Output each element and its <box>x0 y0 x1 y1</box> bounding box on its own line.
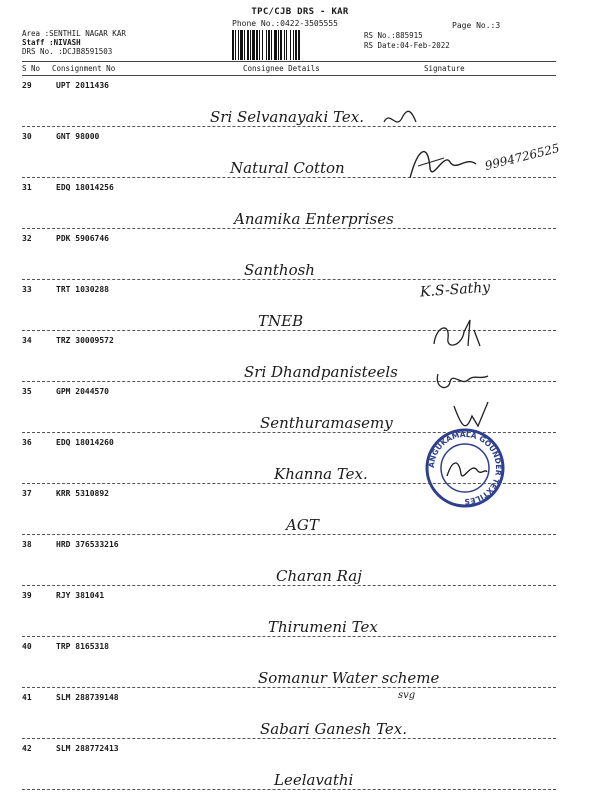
signature-phone: 9994726525 <box>483 140 561 174</box>
row-consignment-no: RJY 381041 <box>56 591 105 600</box>
document-title: TPC/CJB DRS - KAR <box>251 7 349 17</box>
row-divider <box>22 126 556 127</box>
barcode <box>232 30 354 60</box>
row-consignment-no: PDK 5906746 <box>56 234 109 243</box>
row-consignment-no: GPM 2044570 <box>56 387 109 396</box>
page-number: Page No.:3 <box>452 21 501 30</box>
row-consignment-no: EDQ 18014260 <box>56 438 114 447</box>
row-consignment-no: KRR 5310892 <box>56 489 109 498</box>
row-consignment-no: SLM 288739148 <box>56 693 119 702</box>
row-sno: 35 <box>22 387 32 396</box>
drs-number: DRS No. :DCJB8591503 <box>22 47 113 56</box>
row-sno: 30 <box>22 132 32 141</box>
row-consignee-name: Sri Dhandpanisteels <box>244 363 398 381</box>
row-divider <box>22 789 556 790</box>
row-consignee-name: Leelavathi <box>274 771 354 789</box>
row-consignment-no: TRZ 30009572 <box>56 336 114 345</box>
signature-row33: K.S-Sathy <box>419 279 491 301</box>
col-consignment: Consignment No <box>52 64 116 73</box>
row-divider <box>22 585 556 586</box>
rs-date: RS Date:04-Feb-2022 <box>364 41 450 50</box>
row-consignee-name: Santhosh <box>244 261 315 279</box>
signature-row34 <box>428 316 488 352</box>
row-consignment-no: UPT 2011436 <box>56 81 109 90</box>
row-consignment-no: TRP 8165318 <box>56 642 109 651</box>
row-consignee-name: TNEB <box>258 312 304 330</box>
row-sno: 39 <box>22 591 32 600</box>
row-consignee-name: Sabari Ganesh Tex. <box>260 720 408 738</box>
row-consignment-no: SLM 288772413 <box>56 744 119 753</box>
row-consignment-no: TRT 1030288 <box>56 285 109 294</box>
row-consignee-name: AGT <box>286 516 319 534</box>
row-consignee-name: Somanur Water scheme <box>258 669 440 687</box>
rs-number: RS No.:885915 <box>364 31 423 40</box>
col-consignee: Consignee Details <box>243 64 320 73</box>
row-divider <box>22 228 556 229</box>
row-consignee-name: Thirumeni Tex <box>268 618 378 636</box>
row-consignee-name: Khanna Tex. <box>274 465 368 483</box>
row-sno: 31 <box>22 183 32 192</box>
row-sno: 29 <box>22 81 32 90</box>
header-rule-top <box>22 61 556 62</box>
company-stamp <box>425 428 505 508</box>
row-sno: 33 <box>22 285 32 294</box>
row-consignment-no: HRD 376533216 <box>56 540 119 549</box>
row-consignment-no: GNT 98000 <box>56 132 100 141</box>
row-divider <box>22 738 556 739</box>
row-sno: 38 <box>22 540 32 549</box>
signature-row35 <box>432 362 492 396</box>
row-sno: 34 <box>22 336 32 345</box>
signature-row42: svg <box>398 690 416 701</box>
row-consignee-name: Anamika Enterprises <box>234 210 394 228</box>
row-sno: 40 <box>22 642 32 651</box>
phone-number: Phone No.:0422-3505555 <box>232 19 338 28</box>
area-label: Area :SENTHIL NAGAR KAR <box>22 29 126 38</box>
row-divider <box>22 636 556 637</box>
row-sno: 42 <box>22 744 32 753</box>
signature-row30 <box>404 138 484 188</box>
col-sno: S No <box>22 64 41 73</box>
row-consignee-name: Senthuramasemy <box>260 414 393 432</box>
row-consignment-no: EDQ 18014256 <box>56 183 114 192</box>
row-sno: 41 <box>22 693 32 702</box>
row-sno: 32 <box>22 234 32 243</box>
staff-label: Staff :NIVASH <box>22 38 81 47</box>
row-consignee-name: Sri Selvanayaki Tex. <box>210 108 364 126</box>
row-sno: 36 <box>22 438 32 447</box>
col-signature: Signature <box>424 64 465 73</box>
signature-row29 <box>380 108 420 132</box>
row-divider <box>22 687 556 688</box>
svg-text:ANGUKAMALA GOUNDER TEXTILES: ANGUKAMALA GOUNDER TEXTILES <box>426 429 504 507</box>
row-consignee-name: Natural Cotton <box>230 159 345 177</box>
row-divider <box>22 534 556 535</box>
row-consignee-name: Charan Raj <box>276 567 362 585</box>
header-rule-bottom <box>22 75 556 76</box>
row-sno: 37 <box>22 489 32 498</box>
